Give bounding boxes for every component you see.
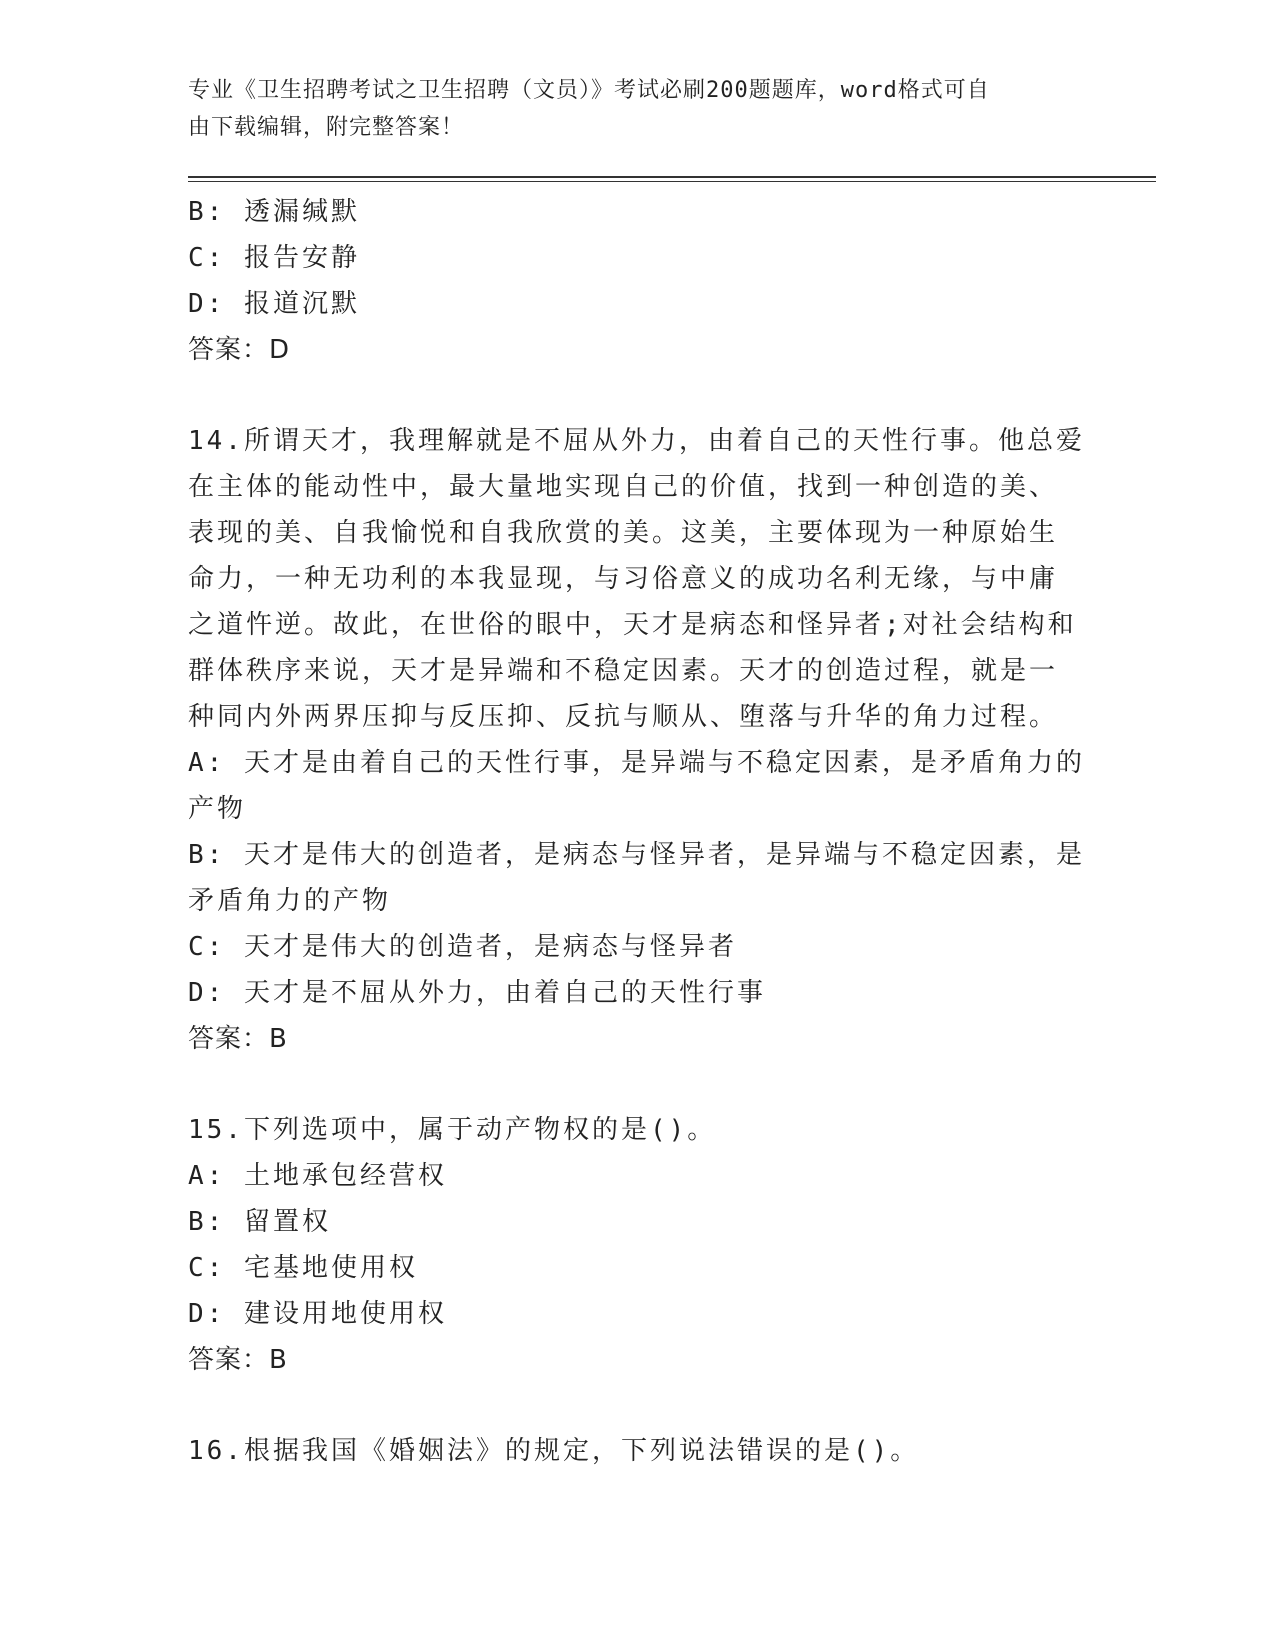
question-14	[188, 418, 1088, 1062]
question-stem-line: 命力，一种无功利的本我显现，与习俗意义的成功名利无缘，与中庸	[188, 564, 1059, 594]
answer-line: 答案：B	[188, 1024, 288, 1054]
option-d: D: 报道沉默	[188, 289, 360, 319]
option-c: C: 天才是伟大的创造者，是病态与怪异者	[188, 932, 737, 962]
header-line-1: 专业《卫生招聘考试之卫生招聘（文员）》考试必刷200题题库，word格式可自	[188, 78, 990, 103]
answer-line: 答案：D	[188, 335, 291, 365]
option-c: C: 宅基地使用权	[188, 1253, 418, 1283]
option-a: A: 天才是由着自己的天性行事，是异端与不稳定因素，是矛盾角力的	[188, 748, 1085, 778]
option-d: D: 天才是不屈从外力，由着自己的天性行事	[188, 978, 766, 1008]
question-content	[188, 189, 1088, 1474]
option-b-continued: 矛盾角力的产物	[188, 886, 392, 916]
answer-line: 答案：B	[188, 1345, 288, 1375]
question-stem: 16.根据我国《婚姻法》的规定，下列说法错误的是()。	[188, 1436, 920, 1466]
question-stem-line: 群体秩序来说，天才是异端和不稳定因素。天才的创造过程，就是一	[188, 656, 1059, 686]
option-d: D: 建设用地使用权	[188, 1299, 447, 1329]
question-stem-line: 表现的美、自我愉悦和自我欣赏的美。这美，主要体现为一种原始生	[188, 518, 1059, 548]
spacer	[188, 373, 1088, 418]
header-divider-thin	[188, 181, 1156, 182]
spacer	[188, 1383, 1088, 1428]
header-divider-thick	[188, 176, 1156, 178]
header-line-2: 由下载编辑，附完整答案！	[188, 115, 465, 140]
question-stem-line: 在主体的能动性中，最大量地实现自己的价值，找到一种创造的美、	[188, 472, 1059, 502]
option-b: B: 天才是伟大的创造者，是病态与怪异者，是异端与不稳定因素，是	[188, 840, 1085, 870]
option-a: A: 土地承包经营权	[188, 1161, 447, 1191]
question-stem-line: 之道忤逆。故此，在世俗的眼中，天才是病态和怪异者;对社会结构和	[188, 610, 1077, 640]
question-stem-line: 14.所谓天才，我理解就是不屈从外力，由着自己的天性行事。他总爱	[188, 426, 1085, 456]
option-b: B: 透漏缄默	[188, 197, 360, 227]
question-stem: 15.下列选项中，属于动产物权的是()。	[188, 1115, 717, 1145]
option-b: B: 留置权	[188, 1207, 331, 1237]
spacer	[188, 1062, 1088, 1107]
question-16	[188, 1428, 1088, 1474]
option-a-continued: 产物	[188, 794, 247, 824]
question-13	[188, 189, 1088, 373]
option-c: C: 报告安静	[188, 243, 360, 273]
question-15	[188, 1107, 1088, 1383]
question-stem-line: 种同内外两界压抑与反压抑、反抗与顺从、堕落与升华的角力过程。	[188, 702, 1059, 732]
page-header	[188, 72, 1088, 146]
